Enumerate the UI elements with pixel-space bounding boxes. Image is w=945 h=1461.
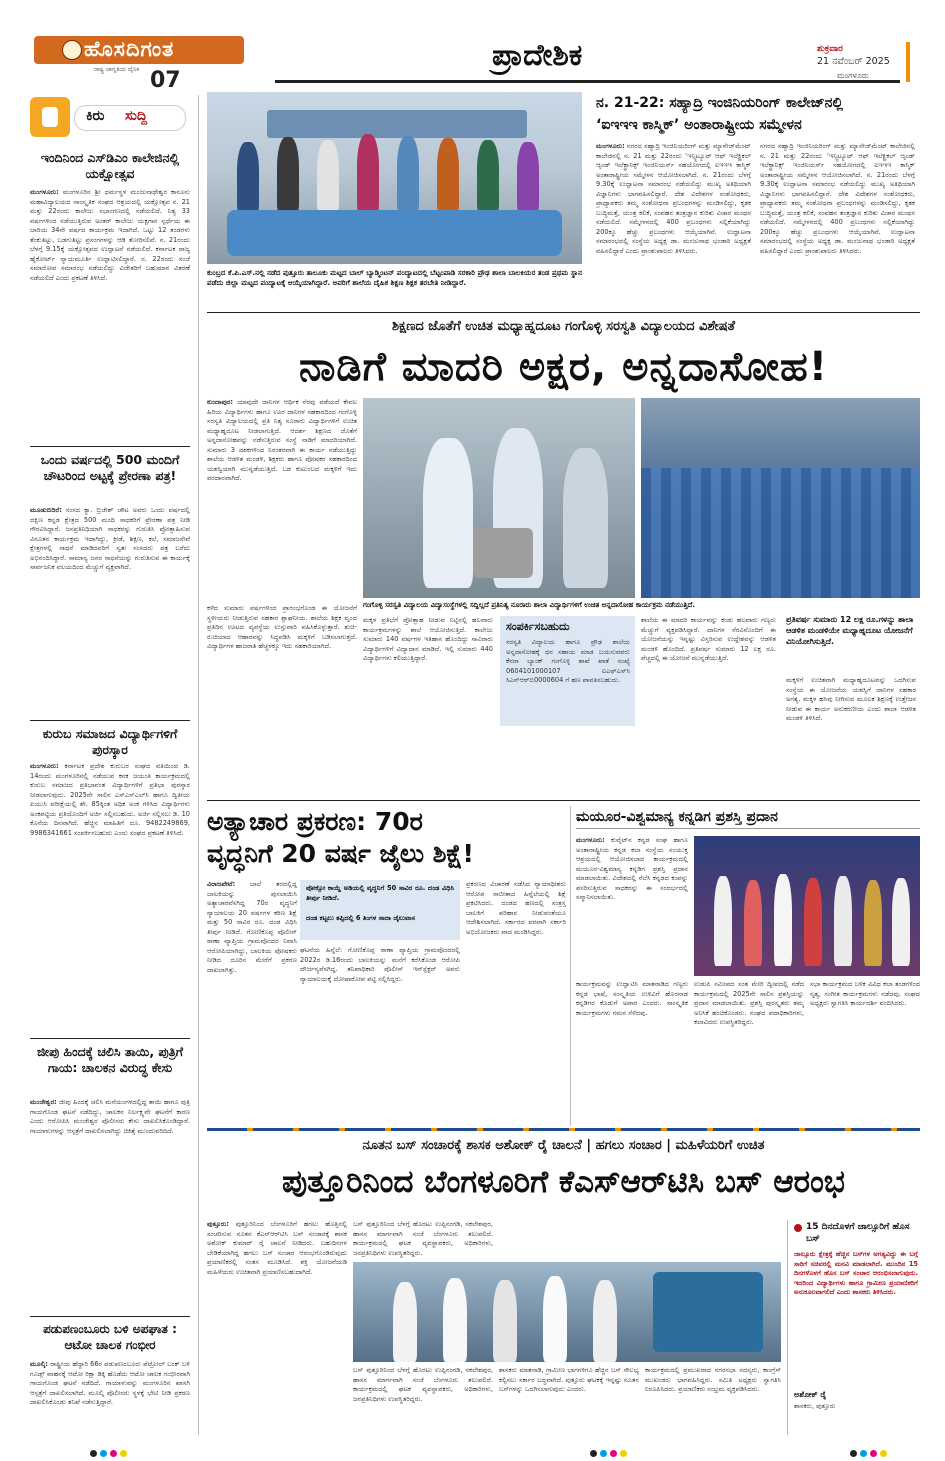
masthead-accent-bar — [906, 42, 910, 82]
dateline: ಪುತ್ತೂರು: — [207, 1220, 229, 1228]
divider — [30, 1316, 190, 1317]
kirusuddi-label-b: ಸುದ್ದಿ — [125, 108, 148, 124]
person — [277, 137, 299, 212]
logo-circle-icon — [62, 40, 82, 60]
logo-word: ಹೊಸದಿಗಂತ — [84, 37, 175, 61]
mayura-body-4: ಸಭಾ ಕಾರ್ಯಕ್ರಮದ ಬಳಿಕ ವಿವಿಧ ಕಲಾ ತಂಡಗಳಿಂದ ನೃತ್ಯ, ಸಂಗೀತ ಕಾರ್ಯಕ್ರಮಗಳು ನಡೆದವು. ಸಂಘದ ಅಧ್ಯಕ್ಷರು ಸ್ವಾಗತಿಸಿ ಕಾರ್ಯದರ್ಶಿ ವಂದಿಸಿದರು. — [810, 980, 920, 1007]
contact-title: ಸಂಪರ್ಕಿಸಬಹುದು — [506, 620, 570, 633]
logo-tagline: ರಾಷ್ಟ್ರ ಜಾಗೃತಿಯ ದೈನಿಕ — [94, 66, 140, 73]
bus-side-sig-2: ಶಾಸಕರು, ಪುತ್ತೂರು — [794, 1402, 836, 1410]
person — [744, 880, 762, 966]
dateline: ಮೂಡುಬಿದಿರೆ: — [30, 506, 62, 514]
sahyadri-body-cont: ನಗರದ ಸಹ್ಯಾದ್ರಿ ಇಂಜಿನಿಯರಿಂಗ್ ಮತ್ತು ಮ್ಯಾನೇಜ್‌ಮೆಂಟ್ ಕಾಲೇಜಿನಲ್ಲಿ ನ. 21 ಮತ್ತು 22ರಂದು ‘ಇನ್ಸ್ಟಿಟ್ಯೂಟ್ ಆಫ್ ಇಲೆಕ್ಟ್ರಿಕಲ್ ಆ್ಯಂಡ್ ಇಲೆಕ್ಟ್ರಾನಿಕ್ಸ್ ಇಂಜಿನಿಯರ್ಸ್ ಸಹಯೋಗದಲ್ಲಿ ಐಇಇಇ ಕಾಸ್ಮಿಕ್ ಅಂತಾರಾಷ್ಟ್ರೀಯ ಸಮ್ಮೇಳನ ಆಯೋಜಿಸಲಾಗಿದೆ. ನ. 21ರಂದು ಬೆಳಗ್ಗೆ 9.30ಕ್ಕೆ ಉದ್ಘಾಟನಾ ಸಮಾರಂಭ ನಡೆಯಲಿದ್ದು ಮುಖ್ಯ ಅತಿಥಿಯಾಗಿ ವಿಜ್ಞಾನಿಗಳು ಭಾಗವಹಿಸಲಿದ್ದಾರೆ. ದೇಶ ವಿದೇಶಗಳ ಸಂಶೋಧಕರು, ಪ್ರಾಧ್ಯಾಪಕರು ತಮ್ಮ ಸಂಶೋಧನಾ ಪ್ರಬಂಧಗಳನ್ನು ಮಂಡಿಸಲಿದ್ದು, ಕೃತಕ ಬುದ್ಧಿಮತ್ತೆ, ಯಂತ್ರ ಕಲಿಕೆ, ಸಂವಹನ ತಂತ್ರಜ್ಞಾನ ಕುರಿತು ವಿಚಾರ ಮಂಥನ ನಡೆಯಲಿದೆ. ಸಮ್ಮೇಳನದಲ್ಲಿ 400 ಪ್ರಬಂಧಗಳು ಸಲ್ಲಿಕೆಯಾಗಿದ್ದು 200ಕ್ಕೂ ಹೆಚ್ಚು ಪ್ರಬಂಧಗಳು ಆಯ್ಕೆಯಾಗಿವೆ. ಉದ್ಘಾಟನಾ ಸಮಾರಂಭದಲ್ಲಿ ಸಂಸ್ಥೆಯ ಅಧ್ಯಕ್ಷ ಡಾ. ಮಂಜುನಾಥ ಭಂಡಾರಿ ಅಧ್ಯಕ್ಷತೆ ವಹಿಸಲಿದ್ದಾರೆ ಎಂದು ಪ್ರಾಂಶುಪಾಲರು ತಿಳಿಸಿದರು. — [760, 142, 915, 255]
gangolli-kicker: ಶಿಕ್ಷಣದ ಜೊತೆಗೆ ಉಚಿತ ಮಧ್ಯಾಹ್ನದೂಟ ಗಂಗೊಳ್ಳಿ ಸರಸ್ವತಿ ವಿದ್ಯಾಲಯದ ವಿಶೇಷತೆ — [391, 319, 736, 334]
award-ceremony-photo — [694, 836, 920, 976]
crime-highlight-box — [300, 880, 460, 940]
gangolli-body-3: ಮಕ್ಕಳ ಪ್ರತಿಭೆಗೆ ಪ್ರೋತ್ಸಾಹ ನೀಡುವ ನಿಟ್ಟಿನಲ್ಲಿ ಹಲವಾರು ಕಾರ್ಯಕ್ರಮಗಳನ್ನು ಶಾಲೆ ಆಯೋಜಿಸುತ್ತಿದೆ. ಕಾಲೇಜು ಸುಮಾರು 140 ವರ್ಷಗಳ ಇತಿಹಾಸ ಹೊಂದಿದ್ದು ಸಾವಿರಾರು ವಿದ್ಯಾರ್ಥಿಗಳಿಗೆ ವಿದ್ಯಾದಾನ ಮಾಡಿದೆ. ಇಲ್ಲಿ ಸುಮಾರು 440 ವಿದ್ಯಾರ್ಥಿಗಳು ಕಲಿಯುತ್ತಿದ್ದಾರೆ. — [363, 616, 493, 662]
person — [804, 878, 822, 966]
dot — [120, 1450, 127, 1457]
article-body-text: ಸಂಸದ ಕ್ಯಾ. ಬ್ರಿಜೇಶ್ ಚೌಟ ಅವರು ಒಂದು ವರ್ಷದಲ್ಲಿ ದಕ್ಷಿಣ ಕನ್ನಡ ಕ್ಷೇತ್ರದ 500 ಮಂದಿ ಸಾಧಕರಿಗೆ ಪ್ರೇರಣಾ ಪತ್ರ ನೀಡಿ ಗೌರವಿಸಿದ್ದಾರೆ. ಜನಪ್ರತಿನಿಧಿಯಾಗಿ ಸಾಧಕರನ್ನು ಗುರುತಿಸಿ ಪ್ರೋತ್ಸಾಹಿಸುವ ವಿನೂತನ ಕಾರ್ಯಕ್ರಮ ಇದಾಗಿದ್ದು, ಕ್ರೀಡೆ, ಶಿಕ್ಷಣ, ಕಲೆ, ಸಮಾಜಸೇವೆ ಕ್ಷೇತ್ರಗಳಲ್ಲಿ ಸಾಧನೆ ಮಾಡಿದವರಿಗೆ ಸ್ವತಃ ಸಂಸದರು ಪತ್ರ ಬರೆದು ಅಭಿನಂದಿಸಿದ್ದಾರೆ. ಸಾಮಾನ್ಯ ಜನರ ಸಾಧನೆಯನ್ನು ಗುರುತಿಸುವ ಈ ಕಾರ್ಯಕ್ಕೆ ಸಾರ್ವಜನಿಕ ವಲಯದಿಂದ ಮೆಚ್ಚುಗೆ ವ್ಯಕ್ತವಾಗಿದೆ. — [30, 506, 190, 571]
students-serving-photo — [363, 398, 635, 598]
mayura-body-2: ಕಾರ್ಯಕ್ರಮವನ್ನು ಉದ್ಘಾಟಿಸಿ ಮಾತನಾಡಿದ ಗಣ್ಯರು ಕನ್ನಡ ಭಾಷೆ, ಸಂಸ್ಕೃತಿಯ ಉಳಿವಿಗೆ ಹೊರನಾಡ ಕನ್ನಡಿಗರ ಕೊಡುಗೆ ಅಪಾರ ಎಂದರು. ಸಾಂಸ್ಕೃತಿಕ ಕಾರ್ಯಕ್ರಮಗಳು ಗಮನ ಸೆಳೆದವು. — [576, 980, 688, 1017]
masthead — [22, 28, 927, 93]
article-kuruba-title: ಕುರುಬ ಸಮಾಜದ ವಿದ್ಯಾರ್ಥಿಗಳಿಗೆ ಪುರಸ್ಕಾರ — [42, 726, 178, 757]
food-pot — [473, 528, 533, 578]
dateline: ಮಂಜೇಶ್ವರ: — [30, 1098, 57, 1106]
registration-dots-right — [850, 1442, 890, 1461]
bus-headline: ಪುತ್ತೂರಿನಿಂದ ಬೆಂಗಳೂರಿಗೆ ಕೆಎಸ್‌ಆರ್‌ಟಿಸಿ ಬಸ್ ಆರಂಭ — [282, 1164, 845, 1200]
dateline: ಮಂಗಳೂರು: — [576, 836, 605, 844]
hand-shape-icon — [42, 107, 58, 127]
dateline: ಮೂಲ್ಕಿ: — [30, 1360, 48, 1368]
registration-dots-center — [590, 1442, 630, 1461]
dot — [860, 1450, 867, 1457]
person — [393, 1282, 417, 1362]
person — [714, 876, 732, 966]
person — [774, 874, 792, 966]
contact-box — [500, 616, 635, 726]
gangolli-body-4: ಶಾಲೆಯ ಈ ಮಾದರಿ ಕಾರ್ಯವನ್ನು ಕಂಡು ಹಲವಾರು ಗಣ್ಯರು ಮೆಚ್ಚುಗೆ ವ್ಯಕ್ತಪಡಿಸಿದ್ದಾರೆ. ದಾನಿಗಳ ನೆರವಿನೊಂದಿಗೆ ಈ ಯೋಜನೆಯನ್ನು ಇನ್ನಷ್ಟು ವಿಸ್ತರಿಸುವ ಉದ್ದೇಶವನ್ನು ಆಡಳಿತ ಮಂಡಳಿ ಹೊಂದಿದೆ. ಪ್ರತಿವರ್ಷ ಸುಮಾರು 12 ಲಕ್ಷ ರೂ. ವೆಚ್ಚದಲ್ಲಿ ಈ ಯೋಜನೆ ಮುನ್ನಡೆಯುತ್ತಿದೆ. — [641, 616, 776, 662]
person — [477, 140, 499, 212]
person — [357, 134, 379, 212]
dot — [590, 1450, 597, 1457]
crime-headline-1: ಅತ್ಯಾಚಾರ ಪ್ರಕರಣ: 70ರ — [207, 807, 423, 836]
mayura-title-rule — [576, 828, 920, 829]
person — [437, 138, 459, 212]
article-kuruba-body — [30, 762, 190, 1032]
divider — [30, 720, 190, 721]
contact-body: ಸರಸ್ವತಿ ವಿದ್ಯಾಲಯ ಹಾಗೂ ಪ್ರೌಢ ಶಾಲೆಯ ಅನ್ನದಾಸೋಹಕ್ಕೆ ಧನ ಸಹಾಯ ಮಾಡ ಬಯಸುವವರು ಕೆನರಾ ಬ್ಯಾಂಕ್ ಗಂಗೊಳ್ಳಿ ಶಾಖೆ ಖಾತೆ ಸಂಖ್ಯೆ 0604101000107 ಐಎಫ್‌ಎಸ್‌ಸಿ ಸಿಎನ್‌ಆರ್‌ಬಿ0000604 ಗೆ ಹಣ ಪಾವತಿಸಬಹುದು. — [506, 638, 630, 684]
gangolli-body-1 — [207, 398, 357, 598]
student — [563, 448, 608, 588]
students-eating-photo — [641, 398, 920, 598]
bus-top-bar — [207, 1128, 920, 1131]
article-body-text: ಜೀಪು ಹಿಂದಕ್ಕೆ ಚಲಿಸಿ ಮನೆಯಂಗಳದಲ್ಲಿದ್ದ ತಾಯಿ ಹಾಗೂ ಪುತ್ರಿ ಗಾಯಗೊಂಡ ಘಟನೆ ನಡೆದಿದ್ದು, ಚಾಲಕನ ನಿರ್ಲಕ್ಷ್ಯವೇ ಘಟನೆಗೆ ಕಾರಣ ಎಂದು ಆರೋಪಿಸಿ ಮಂಜೇಶ್ವರ ಪೊಲೀಸರು ಕೇಸು ದಾಖಲಿಸಿಕೊಂಡಿದ್ದಾರೆ. ಗಾಯಾಳುಗಳನ್ನು ಆಸ್ಪತ್ರೆಗೆ ದಾಖಲಿಸಲಾಗಿದ್ದು ಚಿಕಿತ್ಸೆ ಮುಂದುವರಿದಿದೆ. — [30, 1098, 190, 1135]
bus-side-body: ಜಾಲ್ಸೂರು ಕ್ಷೇತ್ರಕ್ಕೆ ಹೆಚ್ಚಿನ ಬಸ್‌ಗಳ ಅಗತ್ಯವಿದ್ದು ಈ ಬಗ್ಗೆ ಸಾರಿಗೆ ಸಚಿವರಲ್ಲಿ ಮನವಿ ಮಾಡಲಾಗಿದೆ. ಮುಂದಿನ 15 ದಿನಗಳೊಳಗೆ ಹೊಸ ಬಸ್ ಸಂಚಾರ ಆರಂಭಿಸಲಾಗುವುದು. ಇದರಿಂದ ವಿದ್ಯಾರ್ಥಿಗಳು ಹಾಗೂ ಗ್ರಾಮೀಣ ಪ್ರಯಾಣಿಕರಿಗೆ ಅನುಕೂಲವಾಗಲಿದೆ ಎಂದು ಶಾಸಕರು ತಿಳಿಸಿದರು. — [794, 1250, 918, 1296]
crime-body-2: ಘಟನೆಯ ಹಿನ್ನೆಲೆ: ಗೋಣಿಕೊಪ್ಪ ಠಾಣಾ ವ್ಯಾಪ್ತಿಯ ಗ್ರಾಮವೊಂದರಲ್ಲಿ 2022ರ ಡಿ.16ರಂದು ಬಾಲಕಿಯನ್ನು ಮನೆಗೆ ಕರೆಸಿಕೊಂಡ ಆರೋಪಿ ದೌರ್ಜನ್ಯವೆಸಗಿದ್ದ. ತನಿಖಾಧಿಕಾರಿ ಪೊಲೀಸ್ ಇನ್‌ಸ್ಪೆಕ್ಟರ್ ಅವರು ನ್ಯಾಯಾಲಯಕ್ಕೆ ದೋಷಾರೋಪ ಪಟ್ಟಿ ಸಲ್ಲಿಸಿದ್ದರು. — [300, 946, 460, 983]
article-body-text: ಯಾವುದೇ ದಾನಿಗಳ ಆರ್ಥಿಕ ನೆರವು ಪಡೆಯದೆ ಕೇವಲ ಹಿರಿಯ ವಿದ್ಯಾರ್ಥಿಗಳು ಹಾಗೂ ಊರ ದಾನಿಗಳ ಸಹಕಾರದಿಂದ ಗಂಗೊಳ್ಳಿ ಸರಸ್ವತಿ ವಿದ್ಯಾಲಯದಲ್ಲಿ ಪ್ರತಿ ನಿತ್ಯ ನೂರಾರು ವಿದ್ಯಾರ್ಥಿಗಳಿಗೆ ಉಚಿತ ಮಧ್ಯಾಹ್ನದೂಟ ನೀಡಲಾಗುತ್ತಿದೆ. ಆದರ್ಶ ಶಿಕ್ಷಣದ ಜೊತೆಗೆ ಅನ್ನದಾಸೋಹವನ್ನು ನಡೆಸುತ್ತಿರುವ ಸಂಸ್ಥೆ ನಾಡಿಗೆ ಮಾದರಿಯಾಗಿದೆ. ಸುಮಾರು 3 ದಶಕಗಳಿಂದ ನಿರಂತರವಾಗಿ ಈ ಕಾರ್ಯ ನಡೆಯುತ್ತಿದ್ದು ಶಾಲೆಯ ಆಡಳಿತ ಮಂಡಳಿ, ಶಿಕ್ಷಕರು ಹಾಗೂ ಪೋಷಕರ ಸಹಕಾರದಿಂದ ಯಶಸ್ವಿಯಾಗಿ ಮುನ್ನಡೆಯುತ್ತಿದೆ. ಬಡ ಕುಟುಂಬದ ಮಕ್ಕಳಿಗೆ ಇದು ವರದಾನವಾಗಿದೆ. — [207, 398, 357, 482]
bus-shape — [653, 1272, 763, 1352]
article-body-text: ನಗರದ ಸಹ್ಯಾದ್ರಿ ಇಂಜಿನಿಯರಿಂಗ್ ಮತ್ತು ಮ್ಯಾನೇಜ್‌ಮೆಂಟ್ ಕಾಲೇಜಿನಲ್ಲಿ ನ. 21 ಮತ್ತು 22ರಂದು ‘ಇನ್ಸ್ಟಿಟ್ಯೂಟ್ ಆಫ್ ಇಲೆಕ್ಟ್ರಿಕಲ್ ಆ್ಯಂಡ್ ಇಲೆಕ್ಟ್ರಾನಿಕ್ಸ್ ಇಂಜಿನಿಯರ್ಸ್ ಸಹಯೋಗದಲ್ಲಿ ಐಇಇಇ ಕಾಸ್ಮಿಕ್ ಅಂತಾರಾಷ್ಟ್ರೀಯ ಸಮ್ಮೇಳನ ಆಯೋಜಿಸಲಾಗಿದೆ. ನ. 21ರಂದು ಬೆಳಗ್ಗೆ 9.30ಕ್ಕೆ ಉದ್ಘಾಟನಾ ಸಮಾರಂಭ ನಡೆಯಲಿದ್ದು ಮುಖ್ಯ ಅತಿಥಿಯಾಗಿ ವಿಜ್ಞಾನಿಗಳು ಭಾಗವಹಿಸಲಿದ್ದಾರೆ. ದೇಶ ವಿದೇಶಗಳ ಸಂಶೋಧಕರು, ಪ್ರಾಧ್ಯಾಪಕರು ತಮ್ಮ ಸಂಶೋಧನಾ ಪ್ರಬಂಧಗಳನ್ನು ಮಂಡಿಸಲಿದ್ದು, ಕೃತಕ ಬುದ್ಧಿಮತ್ತೆ, ಯಂತ್ರ ಕಲಿಕೆ, ಸಂವಹನ ತಂತ್ರಜ್ಞಾನ ಕುರಿತು ವಿಚಾರ ಮಂಥನ ನಡೆಯಲಿದೆ. ಸಮ್ಮೇಳನದಲ್ಲಿ 400 ಪ್ರಬಂಧಗಳು ಸಲ್ಲಿಕೆಯಾಗಿದ್ದು 200ಕ್ಕೂ ಹೆಚ್ಚು ಪ್ರಬಂಧಗಳು ಆಯ್ಕೆಯಾಗಿವೆ. ಉದ್ಘಾಟನಾ ಸಮಾರಂಭದಲ್ಲಿ ಸಂಸ್ಥೆಯ ಅಧ್ಯಕ್ಷ ಡಾ. ಮಂಜುನಾಥ ಭಂಡಾರಿ ಅಧ್ಯಕ್ಷತೆ ವಹಿಸಲಿದ್ದಾರೆ ಎಂದು ಪ್ರಾಂಶುಪಾಲರು ತಿಳಿಸಿದರು. — [596, 142, 751, 255]
person — [543, 1276, 567, 1362]
dateline: ಮಂಗಳೂರು: — [30, 188, 59, 196]
article-body-text: ಬಾಲೆ ತರದಲ್ಲಿದ್ದ ಬಾಲಕಿಯನ್ನು ಪುಸಲಾಯಿಸಿ ಅತ್ಯಾಚಾರವೆಸಗಿದ್ದ 70ರ ವೃದ್ಧನಿಗೆ ನ್ಯಾಯಾಲಯ 20 ವರ್ಷಗಳ ಕಠಿಣ ಶಿಕ್ಷೆ ಮತ್ತು 50 ಸಾವಿರ ರೂ. ದಂಡ ವಿಧಿಸಿ ತೀರ್ಪು ನೀಡಿದೆ. ಗೋಣಿಕೊಪ್ಪ ಪೊಲೀಸ್ ಠಾಣಾ ವ್ಯಾಪ್ತಿಯ ಗ್ರಾಮವೊಂದರ ನಿವಾಸಿ ಆರೋಪಿಯಾಗಿದ್ದು, ಬಾಲಕಿಯ ಪೋಷಕರು ನೀಡಿದ ದೂರಿನ ಮೇರೆಗೆ ಪ್ರಕರಣ ದಾಖಲಾಗಿತ್ತು. — [207, 880, 297, 974]
bus-body-1b: ಬಸ್ ಪುತ್ತೂರಿನಿಂದ ಬೆಳಗ್ಗೆ ಹೊರಟು ಉಪ್ಪಿನಂಗಡಿ, ಸಕಲೇಶಪುರ, ಹಾಸನ ಮಾರ್ಗವಾಗಿ ಸಂಜೆ ಬೆಂಗಳೂರು ತಲುಪಲಿದೆ. ಕಾರ್ಯಕ್ರಮದಲ್ಲಿ ಘಟಕ ವ್ಯವಸ್ಥಾಪಕರು, ಅಧಿಕಾರಿಗಳು, ಜನಪ್ರತಿನಿಧಿಗಳು ಉಪಸ್ಥಿತರಿದ್ದರು. — [353, 1220, 493, 1257]
crime-box-2: ದಂಡ ಕಟ್ಟಲು ತಪ್ಪಿದಲ್ಲಿ 6 ತಿಂಗಳ ಸಾದಾ ಜೈಲುವಾಸ — [306, 914, 416, 922]
sahyadri-title-1: ನ. 21-22: ಸಹ್ಯಾದ್ರಿ ಇಂಜಿನಿಯರಿಂಗ್ ಕಾಲೇಜ್‌ನಲ್ಲಿ — [596, 95, 844, 111]
sahyadri-title-2: ‘ಐಇಇಇ ಕಾಸ್ಮಿಕ್’ ಅಂತಾರಾಷ್ಟ್ರೀಯ ಸಮ್ಮೇಳನ — [596, 117, 802, 133]
page-number: 07 — [150, 68, 181, 93]
dateline: ವಿರಾಜಪೇಟೆ: — [207, 880, 236, 888]
dot — [100, 1450, 107, 1457]
edition-name: ಮಂಗಳೂರು — [837, 71, 869, 80]
left-column — [30, 150, 190, 1440]
gangolli-headline: ನಾಡಿಗೆ ಮಾದರಿ ಅಕ್ಷರ, ಅನ್ನದಾಸೋಹ! — [299, 344, 828, 390]
dot — [620, 1450, 627, 1457]
dot — [880, 1450, 887, 1457]
mayura-body-3: ಉಡುಪಿ ಸಮೀಪದ ಸಂತ ಮೇರಿ ದ್ವೀಪದಲ್ಲಿ ನಡೆದ ಕಾರ್ಯಕ್ರಮದಲ್ಲಿ 2025ನೇ ಸಾಲಿನ ಪ್ರಶಸ್ತಿಯನ್ನು ಪ್ರದಾನ ಮಾಡಲಾಯಿತು. ಪ್ರಶಸ್ತಿ ಪುರಸ್ಕೃತರು ತಮ್ಮ ಅನಿಸಿಕೆ ಹಂಚಿಕೊಂಡರು. ಸಂಘದ ಪದಾಧಿಕಾರಿಗಳು, ಕಲಾವಿದರು ಉಪಸ್ಥಿತರಿದ್ದರು. — [694, 980, 804, 1026]
person — [892, 878, 910, 966]
mayura-body-1 — [576, 836, 688, 976]
bus-launch-photo — [353, 1262, 781, 1362]
dateline: ಮಂಗಳೂರು: — [596, 142, 625, 150]
gangolli-photo-caption: ಗಂಗೊಳ್ಳಿ ಸರಸ್ವತಿ ವಿದ್ಯಾಲಯ ವಿದ್ಯಾಸಂಸ್ಥೆಗಳಲ್ಲಿ ಸದ್ದಿಲ್ಲದೆ ಪ್ರತಿನಿತ್ಯ ನೂರಾರು ಶಾಲಾ ವಿದ್ಯಾರ್ಥಿಗಳಿಗೆ ಉಚಿತ ಅನ್ನದಾಸೋಹ ಕಾರ್ಯಕ್ರಮ ನಡೆಯುತ್ತಿದೆ. — [363, 601, 695, 609]
gangolli-body-2: ಕಳೆದ ಸುಮಾರು ವರ್ಷಗಳಿಂದ ಪ್ರಾರಂಭಗೊಂಡ ಈ ಯೋಜನೆಗೆ ಸ್ಥಳೀಯರು ನೀಡುತ್ತಿರುವ ಸಹಕಾರ ಶ್ಲಾಘನೀಯ. ಶಾಲೆಯ ಶಿಕ್ಷಕ ವೃಂದ ಪ್ರತಿದಿನ ಊಟದ ವ್ಯವಸ್ಥೆಯ ಉಸ್ತುವಾರಿ ವಹಿಸಿಕೊಳ್ಳುತ್ತಾರೆ. ಶುಚಿ-ರುಚಿಯಾದ ಆಹಾರವನ್ನು ಸಿದ್ಧಪಡಿಸಿ ಮಕ್ಕಳಿಗೆ ಬಡಿಸಲಾಗುತ್ತದೆ. ವಿದ್ಯಾರ್ಥಿಗಳ ಹಾಜರಾತಿ ಹೆಚ್ಚಳಕ್ಕೂ ಇದು ಸಹಕಾರಿಯಾಗಿದೆ. — [207, 604, 357, 650]
person — [517, 142, 539, 212]
bus-body-4: ಕಾರ್ಯಕ್ರಮದಲ್ಲಿ ಪ್ರಮುಖರಾದ ನಗರಸಭಾ ಸದಸ್ಯರು, ಕಾಂಗ್ರೆಸ್ ಮುಖಂಡರು ಭಾಗವಹಿಸಿದ್ದರು. ಸಮಿತಿ ಅಧ್ಯಕ್ಷರು ಸ್ವಾಗತಿಸಿ ನಿರೂಪಿಸಿದರು. ಪ್ರಯಾಣಿಕರು ಸಂಭ್ರಮ ವ್ಯಕ್ತಪಡಿಸಿದರು. — [645, 1366, 781, 1393]
person — [593, 1280, 617, 1362]
section-underline — [275, 80, 900, 83]
column-separator — [570, 806, 571, 1126]
article-body-text: ರಾಷ್ಟ್ರೀಯ ಹೆದ್ದಾರಿ 66ರ ಪಡುಪಣಂಬೂರು ಪೆಟ್ರೋಲ್ ಬಂಕ್ ಬಳಿ ಗೂಡ್ಸ್ ವಾಹನಕ್ಕೆ ಆಟೋ ರಿಕ್ಷಾ ಡಿಕ್ಕಿ ಹೊಡೆದು ಆಟೋ ಚಾಲಕ ಗಂಭೀರವಾಗಿ ಗಾಯಗೊಂಡ ಘಟನೆ ನಡೆದಿದೆ. ಗಾಯಾಳುವನ್ನು ಮಂಗಳೂರಿನ ಖಾಸಗಿ ಆಸ್ಪತ್ರೆಗೆ ದಾಖಲಿಸಲಾಗಿದೆ. ಮೂಲ್ಕಿ ಪೊಲೀಸರು ಸ್ಥಳಕ್ಕೆ ಭೇಟಿ ನೀಡಿ ಪ್ರಕರಣ ದಾಖಲಿಸಿಕೊಂಡು ತನಿಖೆ ನಡೆಸುತ್ತಿದ್ದಾರೆ. — [30, 1360, 190, 1406]
article-jeep-title: ಜೀಪು ಹಿಂದಕ್ಕೆ ಚಲಿಸಿ ತಾಯಿ, ಪುತ್ರಿಗೆ ಗಾಯ: ಚಾಲಕನ ವಿರುದ್ಧ ಕೇಸು — [36, 1044, 184, 1075]
divider — [30, 446, 190, 447]
kirusuddi-label-a: ಕಿರು — [86, 108, 105, 124]
article-jeep-body — [30, 1098, 190, 1310]
article-body-text: ಕರ್ನಾಟಕ ಪ್ರದೇಶ ಕುರುಬರ ಸಂಘದ ವತಿಯಿಂದ ಡಿ. 14ರಂದು ಮಂಗಳೂರಿನಲ್ಲಿ ನಡೆಯುವ ಕನಕ ಜಯಂತಿ ಕಾರ್ಯಕ್ರಮದಲ್ಲಿ ಕುರುಬ ಸಮಾಜದ ಪ್ರತಿಭಾವಂತ ವಿದ್ಯಾರ್ಥಿಗಳಿಗೆ ಪ್ರತಿಭಾ ಪುರಸ್ಕಾರ ನೀಡಲಾಗುವುದು. 2025ನೇ ಸಾಲಿನ ಎಸ್‌ಎಸ್‌ಎಲ್‌ಸಿ ಹಾಗೂ ದ್ವಿತೀಯ ಪಿಯುಸಿ ಪರೀಕ್ಷೆಯಲ್ಲಿ ಶೇ. 85ಕ್ಕಿಂತ ಅಧಿಕ ಅಂಕ ಗಳಿಸಿದ ವಿದ್ಯಾರ್ಥಿಗಳು ಅಂಕಪಟ್ಟಿಯ ಪ್ರತಿಯೊಂದಿಗೆ ಅರ್ಜಿ ಸಲ್ಲಿಸಬಹುದು. ಅರ್ಜಿ ಸಲ್ಲಿಸಲು ಡಿ. 10 ಕೊನೆಯ ದಿನವಾಗಿದೆ. ಹೆಚ್ಚಿನ ಮಾಹಿತಿಗೆ ದೂ. 9482249869, 9986341661 ಸಂಪರ್ಕಿಸಬಹುದು ಎಂದು ಸಂಘದ ಪ್ರಕಟಣೆ ತಿಳಿಸಿದೆ. — [30, 762, 190, 837]
sports-photo-caption: ಕುಂಬ್ರದ ಕೆ.ಪಿ.ಎಸ್.ನಲ್ಲಿ ನಡೆದ ಪುತ್ತೂರು ತಾಲೂಕು ಮಟ್ಟದ ಬಾಲ್ ಬ್ಯಾಡ್ಮಿಂಟನ್ ಪಂದ್ಯಾಟದಲ್ಲಿ ಬೆಟ್ಟಂಪಾಡಿ ಸರಕಾರಿ ಪ್ರೌಢ ಶಾಲಾ ಬಾಲಕಿಯರ ತಂಡ ಪ್ರಥಮ ಸ್ಥಾನ ಪಡೆದು ಜಿಲ್ಲಾ ಮಟ್ಟದ ಪಂದ್ಯಾಟಕ್ಕೆ ಆಯ್ಕೆಯಾಗಿದ್ದಾರೆ. ಅವರಿಗೆ ಶಾಲೆಯ ದೈಹಿಕ ಶಿಕ್ಷಣ ಶಿಕ್ಷಕ ತರಬೇತಿ ನೀಡಿದ್ದಾರೆ. — [207, 268, 582, 287]
front-row — [227, 210, 562, 256]
mayura-title: ಮಯೂರ-ವಿಶ್ವಮಾನ್ಯ ಕನ್ನಡಿಗ ಪ್ರಶಸ್ತಿ ಪ್ರದಾನ — [576, 809, 778, 825]
gangolli-side-body: ಮಕ್ಕಳಿಗೆ ಉಚಿತವಾಗಿ ಮಧ್ಯಾಹ್ನದೂಟವನ್ನು ಒದಗಿಸುವ ಸಂಸ್ಥೆಯ ಈ ಯೋಜನೆಯ ಯಶಸ್ಸಿಗೆ ದಾನಿಗಳ ಸಹಕಾರ ಅಗತ್ಯ. ಮಕ್ಕಳ ಹಸಿವು ನೀಗಿಸುವ ಮೂಲಕ ಶಿಕ್ಷಣಕ್ಕೆ ಉತ್ತೇಜನ ನೀಡುವ ಈ ಕಾರ್ಯ ಅನುಕರಣೀಯ ಎಂದು ಶಾಲಾ ಆಡಳಿತ ಮಂಡಳಿ ತಿಳಿಸಿದೆ. — [786, 676, 916, 722]
bus-side-title: 15 ದಿನದೊಳಗೆ ಜಾಲ್ಸೂರಿಗೆ ಹೊಸ ಬಸ್ — [806, 1222, 910, 1244]
dot — [870, 1450, 877, 1457]
dot — [600, 1450, 607, 1457]
bus-body-2: ಬಸ್ ಪುತ್ತೂರಿನಿಂದ ಬೆಳಗ್ಗೆ ಹೊರಟು ಉಪ್ಪಿನಂಗಡಿ, ಸಕಲೇಶಪುರ, ಹಾಸನ ಮಾರ್ಗವಾಗಿ ಸಂಜೆ ಬೆಂಗಳೂರು ತಲುಪಲಿದೆ. ಕಾರ್ಯಕ್ರಮದಲ್ಲಿ ಘಟಕ ವ್ಯವಸ್ಥಾಪಕರು, ಅಧಿಕಾರಿಗಳು, ಜನಪ್ರತಿನಿಧಿಗಳು ಉಪಸ್ಥಿತರಿದ್ದರು. — [353, 1366, 493, 1403]
person — [864, 880, 882, 966]
sahyadri-article — [590, 92, 920, 310]
bus-side-box — [787, 1220, 921, 1435]
crowd-rows — [641, 468, 920, 598]
sahyadri-body — [596, 142, 751, 307]
article-accident-body — [30, 1360, 190, 1440]
person — [493, 1280, 517, 1362]
sports-team-photo — [207, 92, 582, 264]
divider — [207, 800, 920, 801]
crime-headline-2: ವೃದ್ಧನಿಗೆ 20 ವರ್ಷ ಜೈಲು ಶಿಕ್ಷೆ! — [207, 839, 474, 868]
date-full: 21 ನವೆಂಬರ್ 2025 — [817, 56, 890, 67]
crime-body-3: ಪ್ರಕರಣದ ವಿಚಾರಣೆ ನಡೆಸಿದ ನ್ಯಾಯಾಧೀಶರು ಆರೋಪ ಸಾಬೀತಾದ ಹಿನ್ನೆಲೆಯಲ್ಲಿ ಶಿಕ್ಷೆ ಪ್ರಕಟಿಸಿದರು. ದಂಡದ ಹಣದಲ್ಲಿ ಸಂತ್ರಸ್ತ ಬಾಲಕಿಗೆ ಪರಿಹಾರ ನೀಡುವಂತೆಯೂ ಆದೇಶಿಸಲಾಗಿದೆ. ಸರ್ಕಾರದ ಪರವಾಗಿ ಸರ್ಕಾರಿ ಅಭಿಯೋಜಕರು ವಾದ ಮಂಡಿಸಿದ್ದರು. — [466, 880, 566, 936]
person — [317, 140, 339, 212]
person — [834, 876, 852, 966]
bus-side-sig-1: ಅಶೋಕ್ ರೈ — [794, 1390, 827, 1399]
article-yakshotsava-title: ಇಂದಿನಿಂದ ಎಸ್‌ಡಿಎಂ ಕಾಲೇಜಿನಲ್ಲಿ ಯಕ್ಷೋತ್ಸವ — [40, 150, 180, 181]
crime-box-1: ಪೋಕ್ಸೋ ಕಾಯ್ದೆ ಅಡಿಯಲ್ಲಿ ವೃದ್ಧನಿಗೆ 50 ಸಾವಿರ ರೂ. ದಂಡ ವಿಧಿಸಿ ತೀರ್ಪು ನೀಡಿದೆ. — [306, 884, 454, 902]
bus-kicker: ನೂತನ ಬಸ್ ಸಂಚಾರಕ್ಕೆ ಶಾಸಕ ಅಶೋಕ್ ರೈ ಚಾಲನೆ | ಹಗಲು ಸಂಚಾರ | ಮಹಿಳೆಯರಿಗೆ ಉಚಿತ — [362, 1138, 765, 1153]
column-separator — [198, 95, 199, 1435]
article-yakshotsava-body — [30, 188, 190, 440]
gangolli-side-box — [782, 612, 920, 796]
gangolli-side-title: ಪ್ರತಿವರ್ಷ ಸುಮಾರು 12 ಲಕ್ಷ ರೂ.ಗಳನ್ನು ಶಾಲಾ ಆಡಳಿತ ಮಂಡಳಿಯೇ ಮಧ್ಯಾಹ್ನದೂಟ ಯೋಜನೆಗೆ ವಿನಿಯೋಗಿಸುತ್ತಿದೆ. — [786, 615, 914, 646]
student — [423, 438, 473, 588]
bus-body-1 — [207, 1220, 347, 1435]
article-accident-title: ಪಡುಪಣಂಬೂರು ಬಳಿ ಅಪಘಾತ : ಆಟೋ ಚಾಲಕ ಗಂಭೀರ — [43, 1322, 177, 1352]
dateline: ಕುಂದಾಪುರ: — [207, 398, 234, 406]
dot — [90, 1450, 97, 1457]
dateline: ಮಂಗಳೂರು: — [30, 762, 59, 770]
date-day: ಶುಕ್ರವಾರ — [817, 44, 843, 54]
dot — [110, 1450, 117, 1457]
person — [443, 1278, 467, 1362]
kirusuddi-banner — [30, 97, 190, 139]
article-chouta-title: ಒಂದು ವರ್ಷದಲ್ಲಿ 500 ಮಂದಿಗೆ ಚೌಟರಿಂದ ಅಟ್ಟಕ್ಕೆ ಪ್ರೇರಣಾ ಪತ್ರ! — [40, 452, 180, 483]
dot — [610, 1450, 617, 1457]
article-chouta-body — [30, 506, 190, 714]
bus-body-3: ಶಾಸಕರು ಮಾತನಾಡಿ, ಗ್ರಾಮೀಣ ಭಾಗಗಳಿಗೂ ಹೆಚ್ಚಿನ ಬಸ್ ಸೌಲಭ್ಯ ಕಲ್ಪಿಸಲು ಸರ್ಕಾರ ಬದ್ಧವಾಗಿದೆ. ಪುತ್ತೂರು ಘಟಕಕ್ಕೆ ಇನ್ನಷ್ಟು ನೂತನ ಬಸ್‌ಗಳನ್ನು ಒದಗಿಸಲಾಗುವುದು ಎಂದರು. — [499, 1366, 639, 1393]
red-dot-icon — [794, 1224, 802, 1232]
section-title: ಪ್ರಾದೇಶಿಕ — [492, 38, 583, 73]
person — [237, 142, 259, 212]
person — [397, 136, 419, 212]
article-body-text: ಪುತ್ತೂರಿನಿಂದ ಬೆಂಗಳೂರಿಗೆ ಹಗಲು ಹೊತ್ತಿನಲ್ಲಿ ಸಂಚರಿಸುವ ನೂತನ ಕೆಎಸ್‌ಆರ್‌ಟಿಸಿ ಬಸ್ ಸಂಚಾರಕ್ಕೆ ಶಾಸಕ ಅಶೋಕ್ ಕುಮಾರ್ ರೈ ಚಾಲನೆ ನೀಡಿದರು. ಬಹುದಿನಗಳ ಬೇಡಿಕೆಯಾಗಿದ್ದ ಹಗಲು ಬಸ್ ಸಂಚಾರ ಆರಂಭಗೊಂಡಿರುವುದು ಪ್ರಯಾಣಿಕರಲ್ಲಿ ಸಂತಸ ಮೂಡಿಸಿದೆ. ಶಕ್ತಿ ಯೋಜನೆಯಡಿ ಮಹಿಳೆಯರು ಉಚಿತವಾಗಿ ಪ್ರಯಾಣಿಸಬಹುದಾಗಿದೆ. — [207, 1220, 347, 1276]
registration-dots-left — [90, 1442, 130, 1461]
divider — [207, 312, 920, 313]
article-body-text: ಕುವೈಟ್‌ನ ಕನ್ನಡ ಸಂಘ ಹಾಗೂ ಅಂತಾರಾಷ್ಟ್ರೀಯ ಕನ್ನಡ ಕಲಾ ಸಂಸ್ಥೆಯ ಸಂಯುಕ್ತ ಆಶ್ರಯದಲ್ಲಿ ಆಯೋಜಿಸಲಾದ ಕಾರ್ಯಕ್ರಮದಲ್ಲಿ ಮಯೂರ-ವಿಶ್ವಮಾನ್ಯ ಕನ್ನಡಿಗ ಪ್ರಶಸ್ತಿ ಪ್ರದಾನ ಮಾಡಲಾಯಿತು. ವಿದೇಶದಲ್ಲಿ ನೆಲೆಸಿ ಕನ್ನಡದ ಕಂಪನ್ನು ಪಸರಿಸುತ್ತಿರುವ ಸಾಧಕರನ್ನು ಈ ಸಂದರ್ಭದಲ್ಲಿ ಸನ್ಮಾನಿಸಲಾಯಿತು. — [576, 836, 688, 901]
crime-body-1 — [207, 880, 297, 1125]
divider — [30, 1038, 190, 1039]
dot — [850, 1450, 857, 1457]
article-body-text: ಮಂಗಳೂರಿನ ಶ್ರೀ ಧರ್ಮಸ್ಥಳ ಮಂಜುನಾಥೇಶ್ವರ ಕಾನೂನು ಮಹಾವಿದ್ಯಾಲಯದ ಸಾಂಸ್ಕೃತಿಕ ಸಂಘದ ಆಶ್ರಯದಲ್ಲಿ ಯಕ್ಷೋತ್ಸವ ನ. 21 ಮತ್ತು 22ರಂದು ಕಾಲೇಜು ಸಭಾಂಗಣದಲ್ಲಿ ನಡೆಯಲಿದೆ. ನಿತ್ಯ 33 ವರ್ಷಗಳಿಂದ ನಡೆಯುತ್ತಿರುವ ಅಂತರ್ ಕಾಲೇಜು ಯಕ್ಷಗಾನ ಸ್ಪರ್ಧೆಯ ಈ ಬಾರಿಯ 34ನೇ ವರ್ಷದ ಕಾರ್ಯಕ್ರಮ ಇದಾಗಿದೆ. ಒಟ್ಟು 12 ತಂಡಗಳು ತೆಂಕುತಿಟ್ಟು, ಬಡಗುತಿಟ್ಟು ಪ್ರಸಂಗಗಳನ್ನು ಆಡಿ ತೋರಿಸಲಿವೆ. ನ. 21ರಂದು ಬೆಳಗ್ಗೆ 9.15ಕ್ಕೆ ಯಕ್ಷೋತ್ಸವದ ಉದ್ಘಾಟನೆ ನಡೆಯಲಿದೆ. ಕರ್ನಾಟಕ ರಾಜ್ಯ ಹೈಕೋರ್ಟ್ ನ್ಯಾಯಮೂರ್ತಿ ಉದ್ಘಾಟಿಸಲಿದ್ದಾರೆ. ನ. 22ರಂದು ಸಂಜೆ ಸಮಾರೋಪ ಸಮಾರಂಭ ನಡೆಯಲಿದ್ದು ವಿಜೇತರಿಗೆ ಬಹುಮಾನ ವಿತರಣೆ ನಡೆಯಲಿದೆ ಎಂದು ಪ್ರಕಟಣೆ ತಿಳಿಸಿದೆ. — [30, 188, 190, 282]
banner-shape — [267, 110, 527, 138]
